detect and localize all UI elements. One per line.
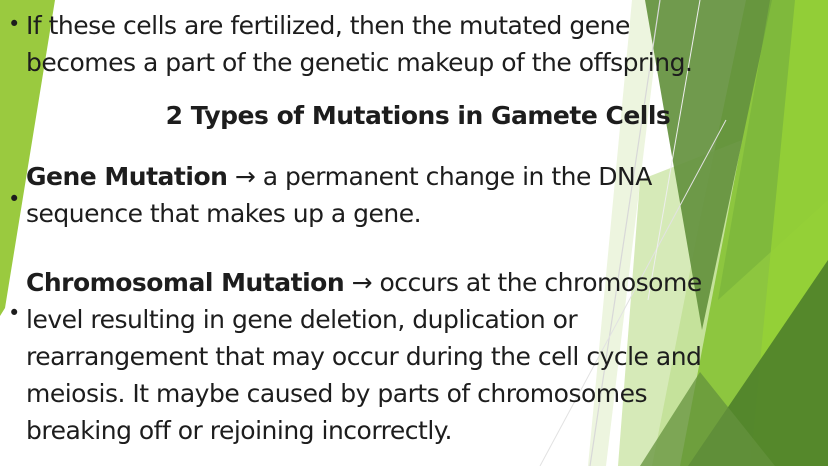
bullet-icon: • xyxy=(8,12,20,36)
bullet-3-line-3: rearrangement that may occur during the cell cycle and xyxy=(26,342,702,371)
bullet-3-definition: → occurs at the chromosome xyxy=(344,268,702,297)
bullet-1-line-1 xyxy=(8,7,828,44)
bullet-3-line-5: breaking off or rejoining incorrectly. xyxy=(26,416,452,445)
bullet-3-term: Chromosomal Mutation xyxy=(26,268,345,297)
bullet-2-line-2: sequence that makes up a gene. xyxy=(26,199,422,228)
bullet-3-line-2: level resulting in gene deletion, duplication or xyxy=(26,305,578,334)
bullet-1-text-line-1: If these cells are fertilized, then the mutated gene xyxy=(26,11,630,40)
bullet-1-line-2: becomes a part of the genetic makeup of the offspring. xyxy=(26,48,693,77)
section-heading: 2 Types of Mutations in Gamete Cells xyxy=(165,101,671,130)
bullet-2-definition: → a permanent change in the DNA xyxy=(227,162,652,191)
bullet-2-term: Gene Mutation xyxy=(26,162,228,191)
bullet-2-line-1 xyxy=(8,158,828,211)
bullet-icon: • xyxy=(8,301,20,325)
bullet-icon: • xyxy=(8,187,20,211)
bullet-3-line-4: meiosis. It maybe caused by parts of chromosomes xyxy=(26,379,648,408)
